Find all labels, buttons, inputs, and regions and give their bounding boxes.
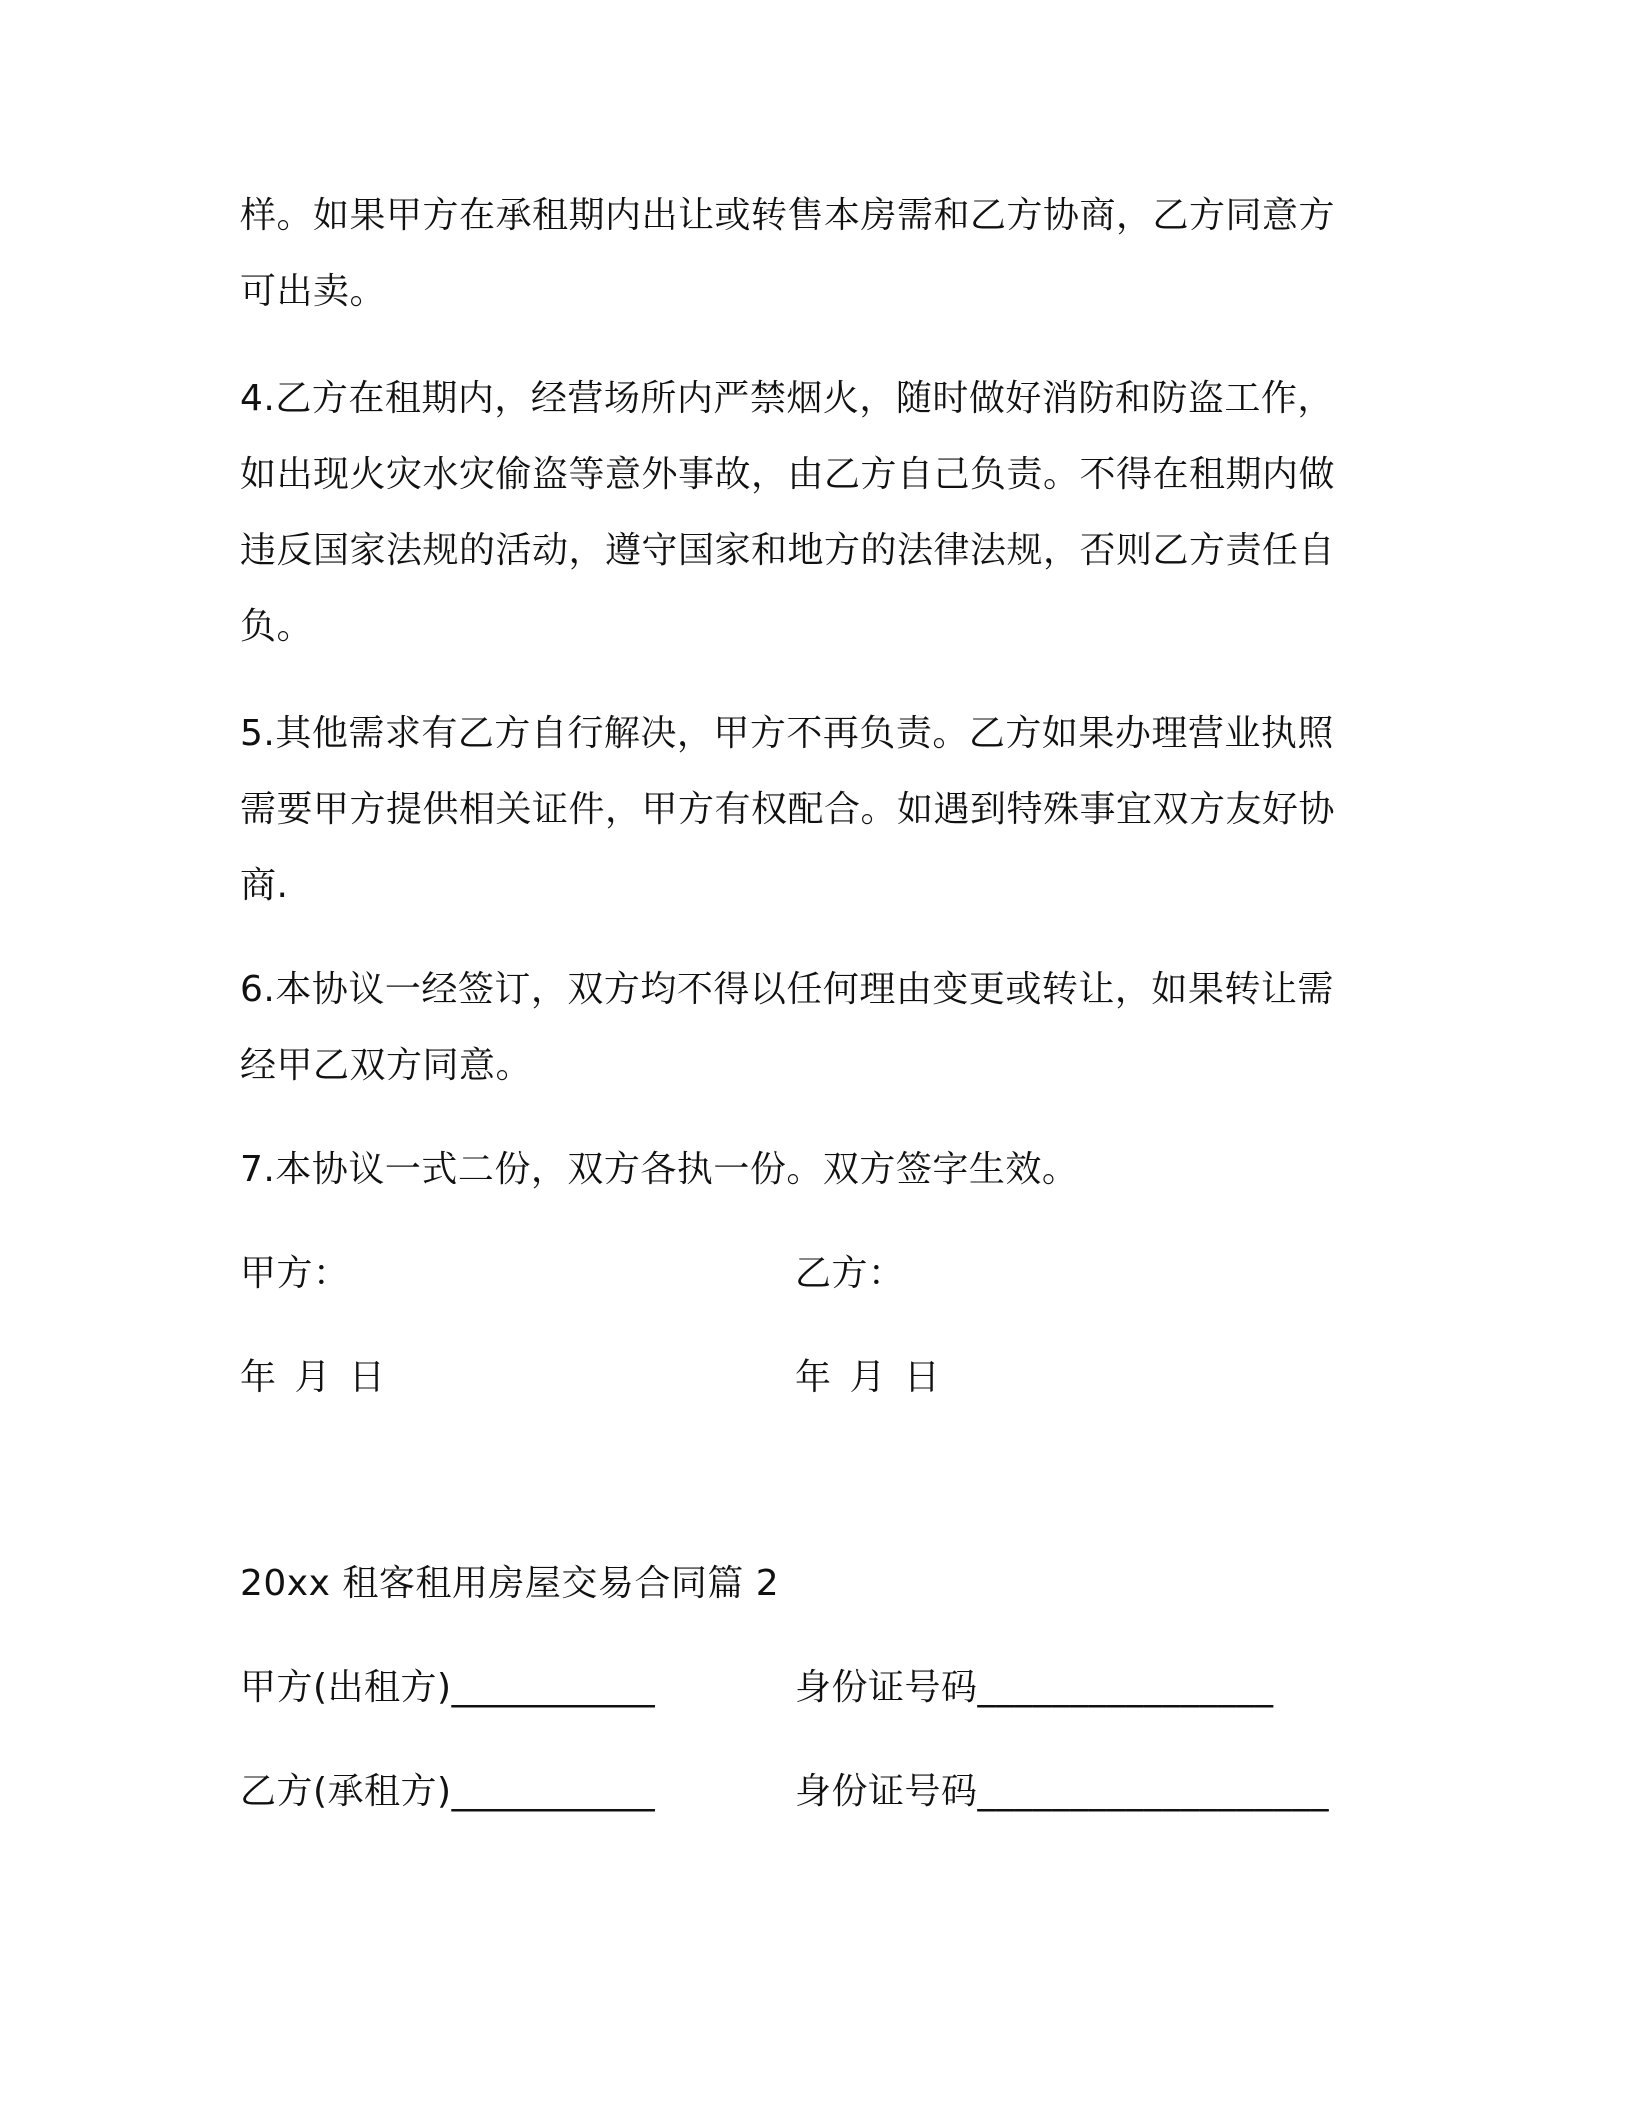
party-a-date: 年 月 日 bbox=[240, 1357, 386, 1398]
lessor-id-field: 身份证号码________________ bbox=[795, 1667, 1274, 1708]
paragraph-5-line-3: 商. bbox=[240, 865, 289, 906]
paragraph-4-line-4: 负。 bbox=[240, 606, 314, 647]
party-b-date: 年 月 日 bbox=[795, 1357, 941, 1398]
lessee-field: 乙方(承租方)___________ bbox=[240, 1771, 656, 1812]
paragraph-4-line-2: 如出现火灾水灾偷盗等意外事故，由乙方自己负责。不得在租期内做 bbox=[240, 454, 1336, 495]
paragraph-4-line-3: 违反国家法规的活动，遵守国家和地方的法律法规，否则乙方责任自 bbox=[240, 530, 1336, 571]
paragraph-1-line-1: 样。如果甲方在承租期内出让或转售本房需和乙方协商，乙方同意方 bbox=[240, 195, 1336, 236]
paragraph-5-line-2: 需要甲方提供相关证件，甲方有权配合。如遇到特殊事宜双方友好协 bbox=[240, 789, 1336, 830]
party-a-signature-label: 甲方： bbox=[240, 1253, 350, 1294]
party-b-signature-label: 乙方： bbox=[795, 1253, 905, 1294]
paragraph-1-line-2: 可出卖。 bbox=[240, 271, 387, 312]
paragraph-5-line-1: 5.其他需求有乙方自行解决，甲方不再负责。乙方如果办理营业执照 bbox=[240, 713, 1334, 754]
paragraph-6-line-2: 经甲乙双方同意。 bbox=[240, 1045, 533, 1086]
lessor-field: 甲方(出租方)___________ bbox=[240, 1667, 656, 1708]
paragraph-6-line-1: 6.本协议一经签订，双方均不得以任何理由变更或转让，如果转让需 bbox=[240, 969, 1334, 1010]
paragraph-7-line-1: 7.本协议一式二份，双方各执一份。双方签字生效。 bbox=[240, 1149, 1079, 1190]
section-title: 20xx 租客租用房屋交易合同篇 2 bbox=[240, 1563, 780, 1604]
paragraph-4-line-1: 4.乙方在租期内，经营场所内严禁烟火，随时做好消防和防盗工作， bbox=[240, 378, 1334, 419]
lessee-id-field: 身份证号码___________________ bbox=[795, 1771, 1330, 1812]
